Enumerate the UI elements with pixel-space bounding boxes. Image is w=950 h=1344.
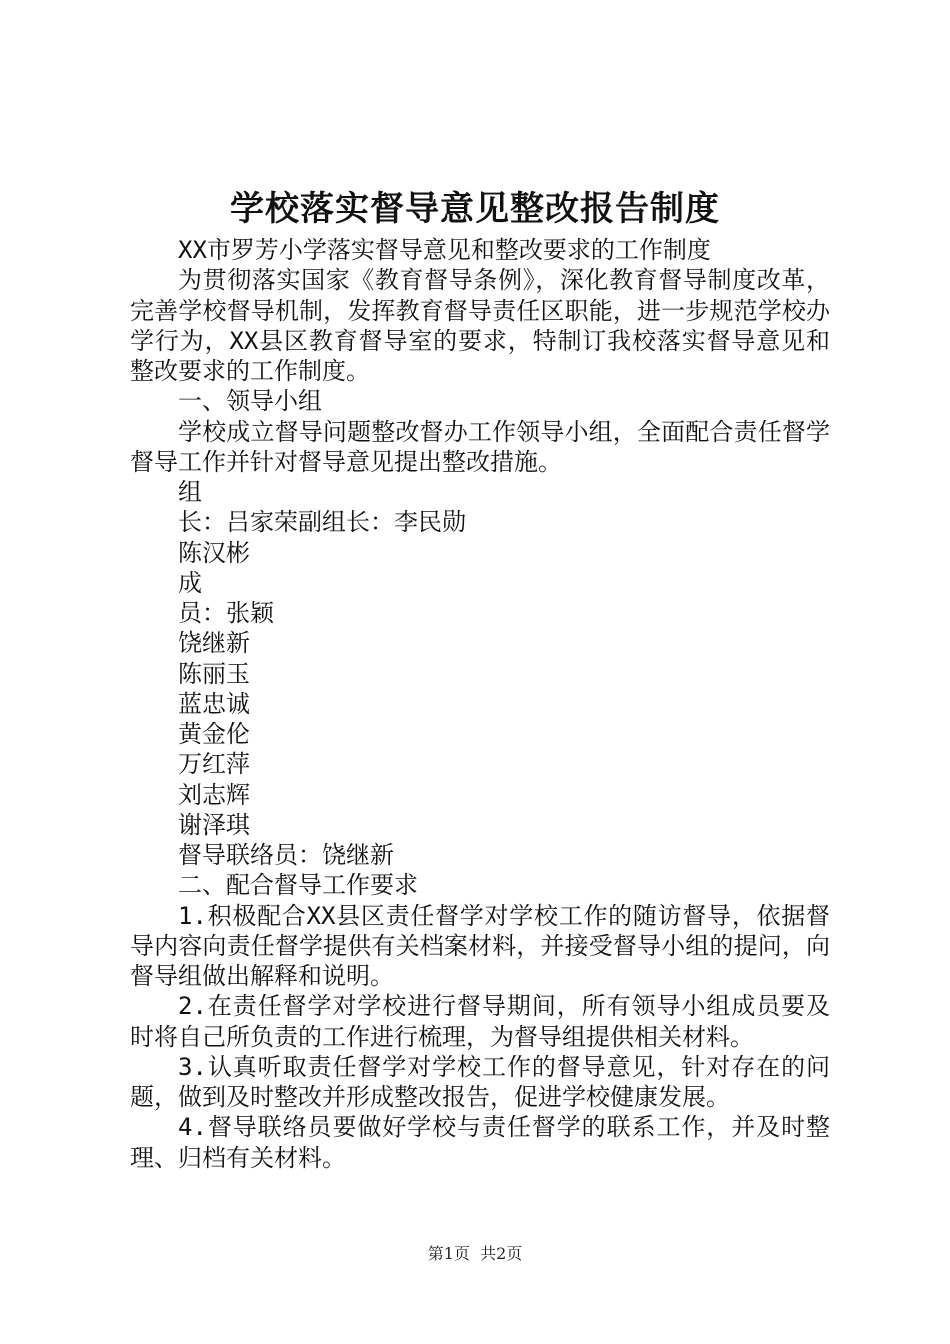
member-line: 陈丽玉 bbox=[178, 659, 250, 688]
document-title: 学校落实督导意见整改报告制度 bbox=[230, 189, 720, 229]
member-line: 成 bbox=[178, 568, 202, 597]
member-line: 黄金伦 bbox=[178, 720, 250, 748]
document-body bbox=[130, 235, 830, 1173]
section-heading-requirements: 二、配合督导工作要求 bbox=[178, 871, 418, 900]
requirement-item: 2.在责任督学对学校进行督导期间，所有领导小组成员要及时将自己所负责的工作进行梳理，为督导组提供相关材料。 bbox=[130, 992, 830, 1051]
section-heading-leadership: 一、领导小组 bbox=[178, 387, 322, 416]
page-total: 共2页 bbox=[480, 1244, 523, 1263]
leadership-paragraph: 学校成立督导问题整改督办工作领导小组，全面配合责任督学督导工作并针对督导意见提出整改措施。 bbox=[130, 417, 830, 476]
page-number: 第1页 bbox=[427, 1244, 470, 1263]
subtitle-line: XX市罗芳小学落实督导意见和整改要求的工作制度 bbox=[178, 236, 711, 264]
page-footer bbox=[0, 1242, 950, 1266]
member-line: 万红萍 bbox=[178, 750, 250, 779]
requirement-item: 1.积极配合XX县区责任督学对学校工作的随访督导，依据督导内容向责任督学提供有关档案材料，并接受督导小组的提问，向督导组做出解释和说明。 bbox=[130, 901, 830, 990]
intro-paragraph: 为贯彻落实国家《教育督导条例》，深化教育督导制度改革，完善学校督导机制，发挥教育督导责任区职能，进一步规范学校办学行为，XX县区教育督导室的要求，特制订我校落实督导意见和整改要求的工作制度。 bbox=[130, 266, 830, 385]
requirement-item: 3.认真听取责任督学对学校工作的督导意见，针对存在的问题，做到及时整改并形成整改报告，促进学校健康发展。 bbox=[130, 1052, 830, 1111]
member-line: 谢泽琪 bbox=[178, 810, 250, 839]
member-line: 长：吕家荣副组长：李民勋 bbox=[178, 508, 466, 537]
member-line: 组 bbox=[178, 478, 202, 506]
member-line: 刘志辉 bbox=[178, 780, 250, 809]
liaison-line: 督导联络员：饶继新 bbox=[178, 841, 394, 869]
member-line: 陈汉彬 bbox=[178, 538, 250, 567]
member-line: 蓝忠诚 bbox=[178, 689, 250, 718]
member-line: 员：张颖 bbox=[178, 599, 274, 627]
member-line: 饶继新 bbox=[178, 629, 250, 658]
requirement-item: 4.督导联络员要做好学校与责任督学的联系工作，并及时整理、归档有关材料。 bbox=[130, 1113, 830, 1172]
